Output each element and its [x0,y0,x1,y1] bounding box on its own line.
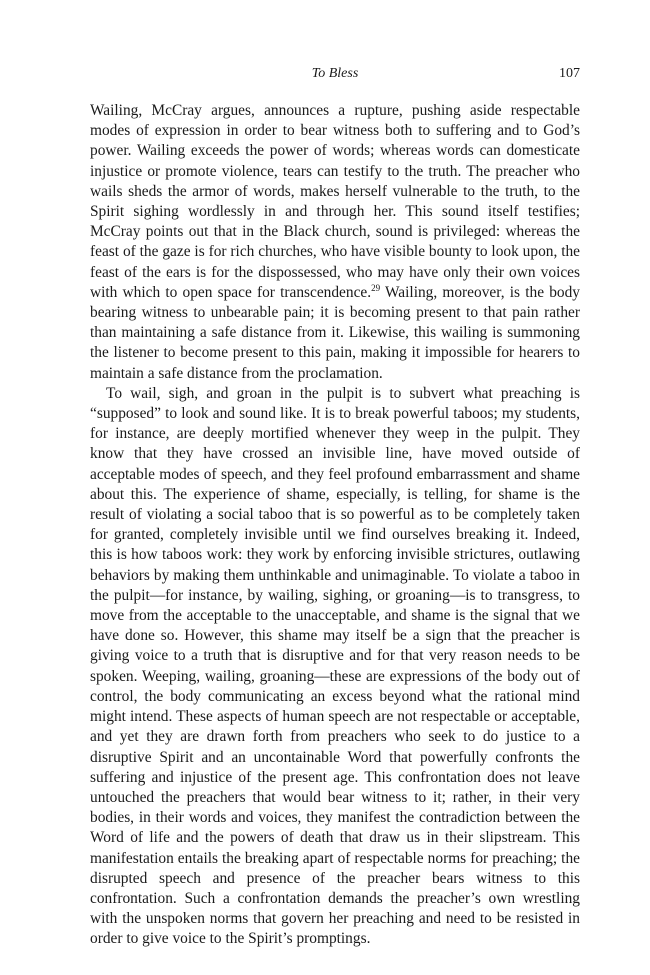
page-number: 107 [559,66,580,81]
paragraph-2: To wail, sigh, and groan in the pulpit is to subvert what preaching is “supposed” to look and sound like. It is to break powerful taboos; my students, for instance, are deeply mortified whenever they weep in the pulpit. They know that they have crossed an invisible line, have moved outside of acceptable modes of speech, and they feel profound embarrassment and shame about this. The experience of shame, especially, is telling, for shame is the result of violating a social taboo that is so powerful as to be completely taken for granted, completely invisible until we find ourselves breaking it. Indeed, this is how taboos work: they work by enforcing invisible strictures, outlawing behaviors by making them unthinkable and unimaginable. To violate a taboo in the pulpit—for instance, by wailing, sighing, or groaning—is to transgress, to move from the acceptable to the unacceptable, and shame is the signal that we have done so. However, this shame may itself be a sign that the preacher is giving voice to a truth that is disruptive and for that very reason needs to be spoken. Weeping, wailing, groaning—these are expressions of the body out of control, the body communicating an excess beyond what the rational mind might intend. These aspects of human speech are not respectable or acceptable, and yet they are drawn forth from preachers who seek to do justice to a disruptive Spirit and an uncontainable Word that powerfully confronts the suffering and injustice of the present age. This confrontation does not leave untouched the preachers that would bear witness to it; rather, in their very bodies, in their words and voices, they manifest the contradiction between the Word of life and the powers of death that draw us in their slipstream. This manifestation entails the breaking apart of respectable norms for preaching; the disrupted speech and presence of the preacher bears witness to this confrontation. Such a confrontation demands the preacher’s own wrestling with the unspoken norms that govern her preaching and need to be resisted in order to give voice to the Spirit’s promptings. [90,384,580,948]
book-page [90,0,580,975]
paragraph-1-text-b: Wailing, moreover, is the body bearing witness to unbearable pain; it is becoming present to that pain rather than maintaining a safe distance from it. Likewise, this wailing is summoning the listener to become present to this pain, making it impossible for hearers to maintain a safe distance from the proclamation. [90,283,580,382]
paragraph-1-text-a: Wailing, McCray argues, announces a rupture, pushing aside respectable modes of expression in order to bear witness both to suffering and to God’s power. Wailing exceeds the power of words; whereas words can domesticate injustice or promote violence, tears can testify to the truth. The preacher who wails sheds the armor of words, makes herself vulnerable to the truth, to the Spirit sighing wordlessly in and through her. This sound itself testifies; McCray points out that in the Black church, sound is privileged: whereas the feast of the gaze is for rich churches, who have visible bounty to look upon, the feast of the ears is for the dispossessed, who may have only their own voices with which to open space for transcendence. [90,102,580,301]
paragraph-1 [90,101,580,384]
footnote-reference[interactable]: 29 [371,282,381,293]
running-head [90,66,580,86]
body-text [90,101,580,950]
running-title: To Bless [311,66,359,81]
